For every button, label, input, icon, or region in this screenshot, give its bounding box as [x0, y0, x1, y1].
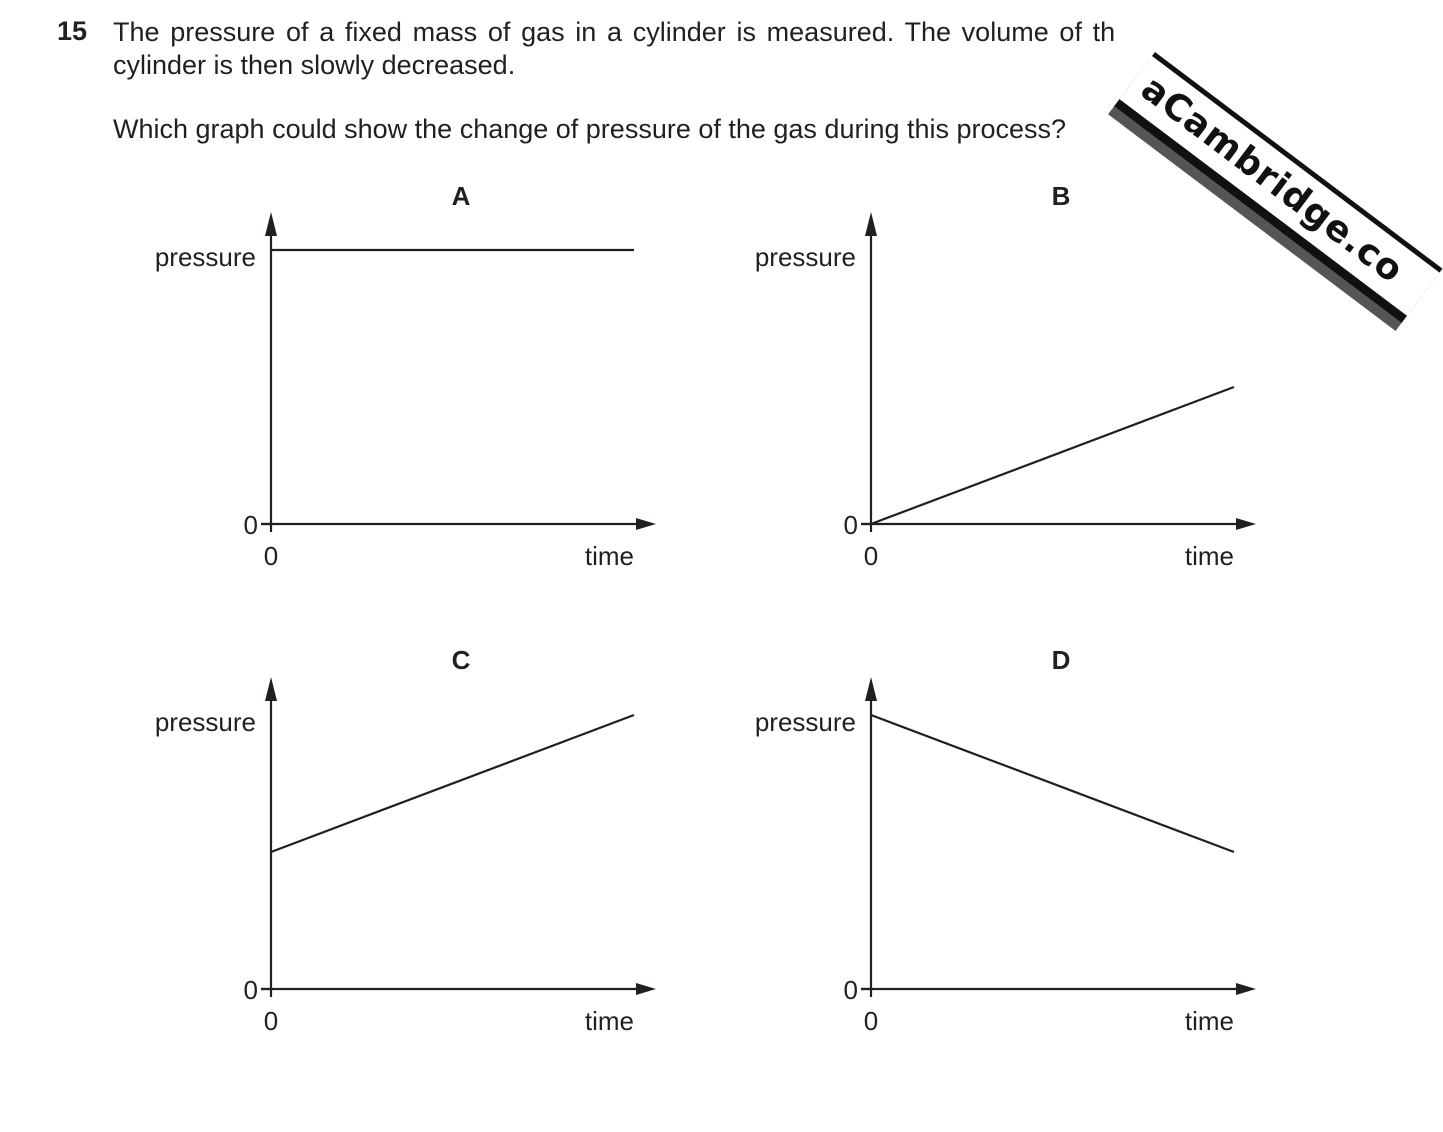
graph-c-ylabel: pressure	[154, 707, 256, 737]
graph-a-xlabel: time	[584, 541, 634, 571]
graph-a-x-origin-label: 0	[263, 541, 279, 571]
graph-a-y-arrow	[265, 212, 277, 236]
graph-d-ylabel: pressure	[754, 707, 856, 737]
graph-a-label: A	[451, 181, 471, 211]
graph-c-data-line	[271, 715, 634, 852]
graph-b-ylabel: pressure	[754, 242, 856, 272]
graph-c-y-origin-label: 0	[243, 975, 258, 1005]
question-stem-line-1: The pressure of a fixed mass of gas in a cylinder is measured. The volume of th	[113, 17, 1116, 47]
graph-a-x-arrow	[636, 518, 656, 530]
graph-d-y-arrow	[865, 677, 877, 701]
graph-d-y-origin-label: 0	[843, 975, 858, 1005]
graph-a-ylabel: pressure	[154, 242, 256, 272]
graph-d-x-origin-label: 0	[863, 1006, 879, 1036]
graph-b-data-line	[871, 387, 1234, 524]
graph-b-xlabel: time	[1184, 541, 1234, 571]
graph-c-x-origin-label: 0	[263, 1006, 279, 1036]
graph-d-data-line	[871, 715, 1234, 852]
graph-c-y-arrow	[265, 677, 277, 701]
graph-b-y-arrow	[865, 212, 877, 236]
graph-d-label: D	[1051, 645, 1071, 675]
graph-b-y-origin-label: 0	[843, 510, 858, 540]
question-number: 15	[57, 16, 88, 46]
graph-c-x-arrow	[636, 983, 656, 995]
graph-d-x-arrow	[1236, 983, 1256, 995]
question-prompt: Which graph could show the change of pressure of the gas during this process?	[113, 114, 1067, 144]
graph-d-xlabel: time	[1184, 1006, 1234, 1036]
graph-c-label: C	[451, 645, 471, 675]
question-stem-line-2: cylinder is then slowly decreased.	[113, 50, 516, 80]
watermark-text: aCambridge.co	[1133, 68, 1412, 292]
graph-b-x-arrow	[1236, 518, 1256, 530]
graph-b-label: B	[1051, 181, 1071, 211]
graph-a-y-origin-label: 0	[243, 510, 258, 540]
graph-b-x-origin-label: 0	[863, 541, 879, 571]
graph-c-xlabel: time	[584, 1006, 634, 1036]
